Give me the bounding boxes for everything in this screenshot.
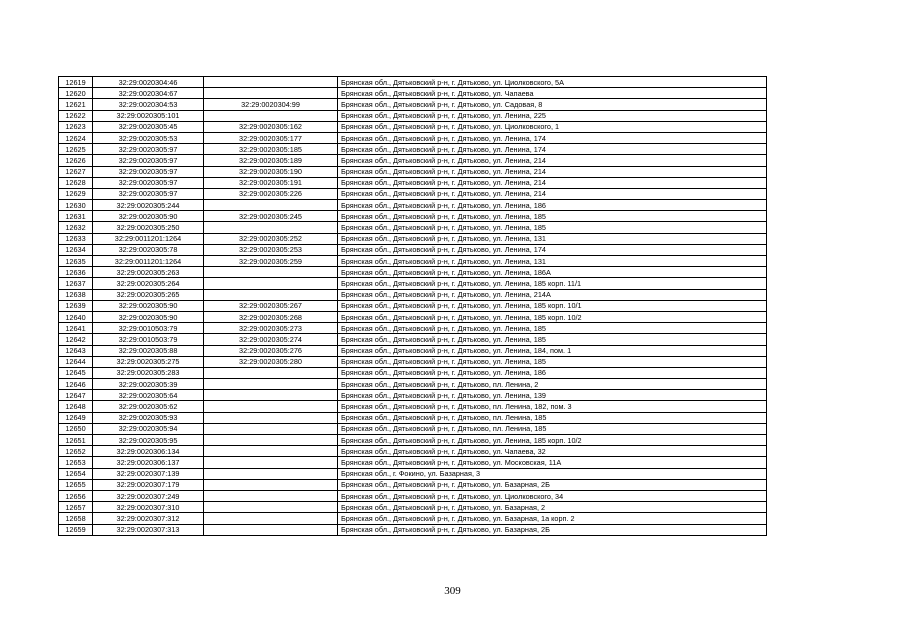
related-cadastral-number-cell: 32:29:0020305:226 xyxy=(204,188,338,199)
table-row xyxy=(59,446,767,457)
related-cadastral-number-cell xyxy=(204,110,338,121)
cadastral-number-cell: 32:29:0020305:64 xyxy=(93,390,204,401)
cadastral-number-cell: 32:29:0020305:90 xyxy=(93,300,204,311)
row-number-cell: 12643 xyxy=(59,345,93,356)
cadastral-number-cell: 32:29:0020305:264 xyxy=(93,278,204,289)
row-number-cell: 12629 xyxy=(59,188,93,199)
address-cell: Брянская обл., Дятьковский р-н, г. Дятьково, ул. Базарная, 1а корп. 2 xyxy=(338,513,767,524)
table-row xyxy=(59,412,767,423)
table-row xyxy=(59,435,767,446)
cadastral-number-cell: 32:29:0020305:78 xyxy=(93,244,204,255)
cadastral-number-cell: 32:29:0011201:1264 xyxy=(93,233,204,244)
row-number-cell: 12651 xyxy=(59,435,93,446)
related-cadastral-number-cell xyxy=(204,435,338,446)
related-cadastral-number-cell xyxy=(204,524,338,535)
row-number-cell: 12628 xyxy=(59,177,93,188)
address-cell: Брянская обл., Дятьковский р-н, г. Дятьково, ул. Ленина, 185 xyxy=(338,323,767,334)
table-row xyxy=(59,457,767,468)
related-cadastral-number-cell: 32:29:0020305:185 xyxy=(204,144,338,155)
related-cadastral-number-cell xyxy=(204,513,338,524)
address-cell: Брянская обл., Дятьковский р-н, г. Дятьково, ул. Ленина, 185 xyxy=(338,211,767,222)
table-row xyxy=(59,77,767,88)
table-row xyxy=(59,311,767,322)
related-cadastral-number-cell: 32:29:0020305:191 xyxy=(204,177,338,188)
page-number: 309 xyxy=(444,585,461,597)
registry-table xyxy=(58,76,767,536)
row-number-cell: 12630 xyxy=(59,200,93,211)
cadastral-number-cell: 32:29:0020305:88 xyxy=(93,345,204,356)
cadastral-number-cell: 32:29:0020307:139 xyxy=(93,468,204,479)
related-cadastral-number-cell: 32:29:0020305:189 xyxy=(204,155,338,166)
related-cadastral-number-cell xyxy=(204,278,338,289)
row-number-cell: 12619 xyxy=(59,77,93,88)
row-number-cell: 12633 xyxy=(59,233,93,244)
cadastral-number-cell: 32:29:0020304:46 xyxy=(93,77,204,88)
table-row xyxy=(59,222,767,233)
row-number-cell: 12627 xyxy=(59,166,93,177)
table-row xyxy=(59,300,767,311)
row-number-cell: 12648 xyxy=(59,401,93,412)
cadastral-number-cell: 32:29:0020305:94 xyxy=(93,423,204,434)
table-row xyxy=(59,188,767,199)
table-row xyxy=(59,177,767,188)
row-number-cell: 12637 xyxy=(59,278,93,289)
related-cadastral-number-cell: 32:29:0020305:273 xyxy=(204,323,338,334)
address-cell: Брянская обл., Дятьковский р-н, г. Дятьково, ул. Чапаева, 32 xyxy=(338,446,767,457)
cadastral-number-cell: 32:29:0020305:283 xyxy=(93,367,204,378)
table-row xyxy=(59,401,767,412)
cadastral-number-cell: 32:29:0020305:97 xyxy=(93,166,204,177)
cadastral-number-cell: 32:29:0020304:67 xyxy=(93,88,204,99)
table-row xyxy=(59,390,767,401)
row-number-cell: 12638 xyxy=(59,289,93,300)
address-cell: Брянская обл., Дятьковский р-н, г. Дятьково, пл. Ленина, 185 xyxy=(338,423,767,434)
address-cell: Брянская обл., Дятьковский р-н, г. Дятьково, ул. Садовая, 8 xyxy=(338,99,767,110)
cadastral-number-cell: 32:29:0020307:313 xyxy=(93,524,204,535)
address-cell: Брянская обл., Дятьковский р-н, г. Дятьково, ул. Базарная, 2Б xyxy=(338,524,767,535)
cadastral-number-cell: 32:29:0020306:137 xyxy=(93,457,204,468)
row-number-cell: 12652 xyxy=(59,446,93,457)
related-cadastral-number-cell: 32:29:0020305:190 xyxy=(204,166,338,177)
related-cadastral-number-cell xyxy=(204,367,338,378)
cadastral-number-cell: 32:29:0020305:244 xyxy=(93,200,204,211)
related-cadastral-number-cell xyxy=(204,88,338,99)
row-number-cell: 12635 xyxy=(59,256,93,267)
cadastral-number-cell: 32:29:0020305:97 xyxy=(93,155,204,166)
table-row xyxy=(59,334,767,345)
address-cell: Брянская обл., Дятьковский р-н, г. Дятьково, ул. Ленина, 174 xyxy=(338,144,767,155)
cadastral-number-cell: 32:29:0020305:97 xyxy=(93,144,204,155)
table-row xyxy=(59,155,767,166)
related-cadastral-number-cell: 32:29:0020305:280 xyxy=(204,356,338,367)
row-number-cell: 12636 xyxy=(59,267,93,278)
table-row xyxy=(59,502,767,513)
row-number-cell: 12642 xyxy=(59,334,93,345)
cadastral-number-cell: 32:29:0020305:45 xyxy=(93,121,204,132)
related-cadastral-number-cell xyxy=(204,401,338,412)
table-row xyxy=(59,132,767,143)
related-cadastral-number-cell: 32:29:0020305:276 xyxy=(204,345,338,356)
address-cell: Брянская обл., Дятьковский р-н, г. Дятьково, ул. Ленина, 186 xyxy=(338,200,767,211)
related-cadastral-number-cell xyxy=(204,479,338,490)
row-number-cell: 12624 xyxy=(59,132,93,143)
cadastral-number-cell: 32:29:0010503:79 xyxy=(93,334,204,345)
row-number-cell: 12620 xyxy=(59,88,93,99)
address-cell: Брянская обл., Дятьковский р-н, г. Дятьково, ул. Ленина, 174 xyxy=(338,244,767,255)
related-cadastral-number-cell xyxy=(204,412,338,423)
related-cadastral-number-cell: 32:29:0020305:274 xyxy=(204,334,338,345)
address-cell: Брянская обл., Дятьковский р-н, г. Дятьково, пл. Ленина, 2 xyxy=(338,379,767,390)
table-row xyxy=(59,121,767,132)
table-row xyxy=(59,423,767,434)
cadastral-number-cell: 32:29:0020307:179 xyxy=(93,479,204,490)
related-cadastral-number-cell xyxy=(204,490,338,501)
cadastral-number-cell: 32:29:0020306:134 xyxy=(93,446,204,457)
cadastral-number-cell: 32:29:0020305:97 xyxy=(93,188,204,199)
row-number-cell: 12654 xyxy=(59,468,93,479)
related-cadastral-number-cell xyxy=(204,77,338,88)
table-row xyxy=(59,200,767,211)
table-row xyxy=(59,345,767,356)
row-number-cell: 12657 xyxy=(59,502,93,513)
table-row xyxy=(59,367,767,378)
address-cell: Брянская обл., Дятьковский р-н, г. Дятьково, ул. Ленина, 185 корп. 10/1 xyxy=(338,300,767,311)
cadastral-number-cell: 32:29:0020305:275 xyxy=(93,356,204,367)
cadastral-number-cell: 32:29:0020305:101 xyxy=(93,110,204,121)
row-number-cell: 12622 xyxy=(59,110,93,121)
address-cell: Брянская обл., Дятьковский р-н, г. Дятьково, ул. Ленина, 185 xyxy=(338,356,767,367)
related-cadastral-number-cell xyxy=(204,457,338,468)
related-cadastral-number-cell: 32:29:0020304:99 xyxy=(204,99,338,110)
address-cell: Брянская обл., Дятьковский р-н, г. Дятьково, ул. Ленина, 185 корп. 10/2 xyxy=(338,311,767,322)
address-cell: Брянская обл., Дятьковский р-н, г. Дятьково, ул. Ленина, 185 xyxy=(338,222,767,233)
cadastral-number-cell: 32:29:0010503:79 xyxy=(93,323,204,334)
related-cadastral-number-cell: 32:29:0020305:267 xyxy=(204,300,338,311)
related-cadastral-number-cell xyxy=(204,423,338,434)
address-cell: Брянская обл., Дятьковский р-н, г. Дятьково, ул. Циолковского, 34 xyxy=(338,490,767,501)
table-row xyxy=(59,256,767,267)
related-cadastral-number-cell xyxy=(204,390,338,401)
table-row xyxy=(59,144,767,155)
cadastral-number-cell: 32:29:0020305:250 xyxy=(93,222,204,233)
cadastral-number-cell: 32:29:0020305:90 xyxy=(93,311,204,322)
address-cell: Брянская обл., Дятьковский р-н, г. Дятьково, ул. Ленина, 131 xyxy=(338,233,767,244)
related-cadastral-number-cell: 32:29:0020305:177 xyxy=(204,132,338,143)
cadastral-number-cell: 32:29:0020305:90 xyxy=(93,211,204,222)
row-number-cell: 12650 xyxy=(59,423,93,434)
table-row xyxy=(59,524,767,535)
row-number-cell: 12655 xyxy=(59,479,93,490)
related-cadastral-number-cell xyxy=(204,200,338,211)
address-cell: Брянская обл., Дятьковский р-н, г. Дятьково, ул. Ленина, 185 корп. 11/1 xyxy=(338,278,767,289)
cadastral-number-cell: 32:29:0020305:95 xyxy=(93,435,204,446)
address-cell: Брянская обл., Дятьковский р-н, г. Дятьково, ул. Ленина, 214 xyxy=(338,155,767,166)
row-number-cell: 12639 xyxy=(59,300,93,311)
address-cell: Брянская обл., Дятьковский р-н, г. Дятьково, ул. Ленина, 185 xyxy=(338,334,767,345)
row-number-cell: 12653 xyxy=(59,457,93,468)
table-row xyxy=(59,267,767,278)
row-number-cell: 12625 xyxy=(59,144,93,155)
related-cadastral-number-cell: 32:29:0020305:252 xyxy=(204,233,338,244)
related-cadastral-number-cell: 32:29:0020305:245 xyxy=(204,211,338,222)
row-number-cell: 12634 xyxy=(59,244,93,255)
address-cell: Брянская обл., Дятьковский р-н, г. Дятьково, ул. Ленина, 214 xyxy=(338,188,767,199)
related-cadastral-number-cell: 32:29:0020305:162 xyxy=(204,121,338,132)
address-cell: Брянская обл., Дятьковский р-н, г. Дятьково, ул. Ленина, 214 xyxy=(338,177,767,188)
table-row xyxy=(59,323,767,334)
table-row xyxy=(59,99,767,110)
address-cell: Брянская обл., Дятьковский р-н, г. Дятьково, ул. Ленина, 225 xyxy=(338,110,767,121)
cadastral-number-cell: 32:29:0020305:53 xyxy=(93,132,204,143)
address-cell: Брянская обл., Дятьковский р-н, г. Дятьково, ул. Ленина, 186А xyxy=(338,267,767,278)
table-row xyxy=(59,479,767,490)
address-cell: Брянская обл., Дятьковский р-н, г. Дятьково, ул. Базарная, 2Б xyxy=(338,479,767,490)
address-cell: Брянская обл., Дятьковский р-н, г. Дятьково, ул. Ленина, 214А xyxy=(338,289,767,300)
cadastral-number-cell: 32:29:0020305:263 xyxy=(93,267,204,278)
table-row xyxy=(59,468,767,479)
row-number-cell: 12644 xyxy=(59,356,93,367)
address-cell: Брянская обл., Дятьковский р-н, г. Дятьково, ул. Циолковского, 1 xyxy=(338,121,767,132)
row-number-cell: 12649 xyxy=(59,412,93,423)
cadastral-number-cell: 32:29:0020305:39 xyxy=(93,379,204,390)
table-row xyxy=(59,166,767,177)
cadastral-number-cell: 32:29:0020307:312 xyxy=(93,513,204,524)
cadastral-number-cell: 32:29:0020307:249 xyxy=(93,490,204,501)
address-cell: Брянская обл., Дятьковский р-н, г. Дятьково, ул. Чапаева xyxy=(338,88,767,99)
table-row xyxy=(59,110,767,121)
address-cell: Брянская обл., Дятьковский р-н, г. Дятьково, ул. Ленина, 186 xyxy=(338,367,767,378)
address-cell: Брянская обл., Дятьковский р-н, г. Дятьково, ул. Ленина, 131 xyxy=(338,256,767,267)
address-cell: Брянская обл., Дятьковский р-н, г. Дятьково, ул. Базарная, 2 xyxy=(338,502,767,513)
row-number-cell: 12623 xyxy=(59,121,93,132)
related-cadastral-number-cell: 32:29:0020305:253 xyxy=(204,244,338,255)
related-cadastral-number-cell: 32:29:0020305:268 xyxy=(204,311,338,322)
cadastral-number-cell: 32:29:0020305:93 xyxy=(93,412,204,423)
row-number-cell: 12640 xyxy=(59,311,93,322)
table-row xyxy=(59,356,767,367)
address-cell: Брянская обл., Дятьковский р-н, г. Дятьково, ул. Циолковского, 5А xyxy=(338,77,767,88)
row-number-cell: 12632 xyxy=(59,222,93,233)
row-number-cell: 12658 xyxy=(59,513,93,524)
row-number-cell: 12626 xyxy=(59,155,93,166)
cadastral-number-cell: 32:29:0020305:265 xyxy=(93,289,204,300)
address-cell: Брянская обл., Дятьковский р-н, г. Дятьково, ул. Ленина, 214 xyxy=(338,166,767,177)
row-number-cell: 12621 xyxy=(59,99,93,110)
address-cell: Брянская обл., Дятьковский р-н, г. Дятьково, ул. Ленина, 139 xyxy=(338,390,767,401)
address-cell: Брянская обл., Дятьковский р-н, г. Дятьково, пл. Ленина, 185 xyxy=(338,412,767,423)
row-number-cell: 12645 xyxy=(59,367,93,378)
table-row xyxy=(59,379,767,390)
row-number-cell: 12647 xyxy=(59,390,93,401)
cadastral-number-cell: 32:29:0020305:62 xyxy=(93,401,204,412)
address-cell: Брянская обл., Дятьковский р-н, г. Дятьково, ул. Московская, 11А xyxy=(338,457,767,468)
row-number-cell: 12646 xyxy=(59,379,93,390)
cadastral-number-cell: 32:29:0020304:53 xyxy=(93,99,204,110)
table-row xyxy=(59,244,767,255)
row-number-cell: 12641 xyxy=(59,323,93,334)
related-cadastral-number-cell xyxy=(204,379,338,390)
related-cadastral-number-cell xyxy=(204,267,338,278)
registry-table-body xyxy=(59,77,767,536)
row-number-cell: 12631 xyxy=(59,211,93,222)
related-cadastral-number-cell xyxy=(204,289,338,300)
related-cadastral-number-cell xyxy=(204,446,338,457)
address-cell: Брянская обл., Дятьковский р-н, г. Дятьково, ул. Ленина, 174 xyxy=(338,132,767,143)
row-number-cell: 12656 xyxy=(59,490,93,501)
cadastral-number-cell: 32:29:0011201:1264 xyxy=(93,256,204,267)
address-cell: Брянская обл., Дятьковский р-н, г. Дятьково, пл. Ленина, 182, пом. 3 xyxy=(338,401,767,412)
row-number-cell: 12659 xyxy=(59,524,93,535)
address-cell: Брянская обл., Дятьковский р-н, г. Дятьково, ул. Ленина, 185 корп. 10/2 xyxy=(338,435,767,446)
related-cadastral-number-cell xyxy=(204,502,338,513)
cadastral-number-cell: 32:29:0020305:97 xyxy=(93,177,204,188)
related-cadastral-number-cell xyxy=(204,468,338,479)
related-cadastral-number-cell xyxy=(204,222,338,233)
cadastral-number-cell: 32:29:0020307:310 xyxy=(93,502,204,513)
table-row xyxy=(59,513,767,524)
table-row xyxy=(59,88,767,99)
table-row xyxy=(59,278,767,289)
table-row xyxy=(59,211,767,222)
address-cell: Брянская обл., Дятьковский р-н, г. Дятьково, ул. Ленина, 184, пом. 1 xyxy=(338,345,767,356)
table-row xyxy=(59,233,767,244)
table-row xyxy=(59,289,767,300)
related-cadastral-number-cell: 32:29:0020305:259 xyxy=(204,256,338,267)
table-row xyxy=(59,490,767,501)
address-cell: Брянская обл., г. Фокино, ул. Базарная, 3 xyxy=(338,468,767,479)
